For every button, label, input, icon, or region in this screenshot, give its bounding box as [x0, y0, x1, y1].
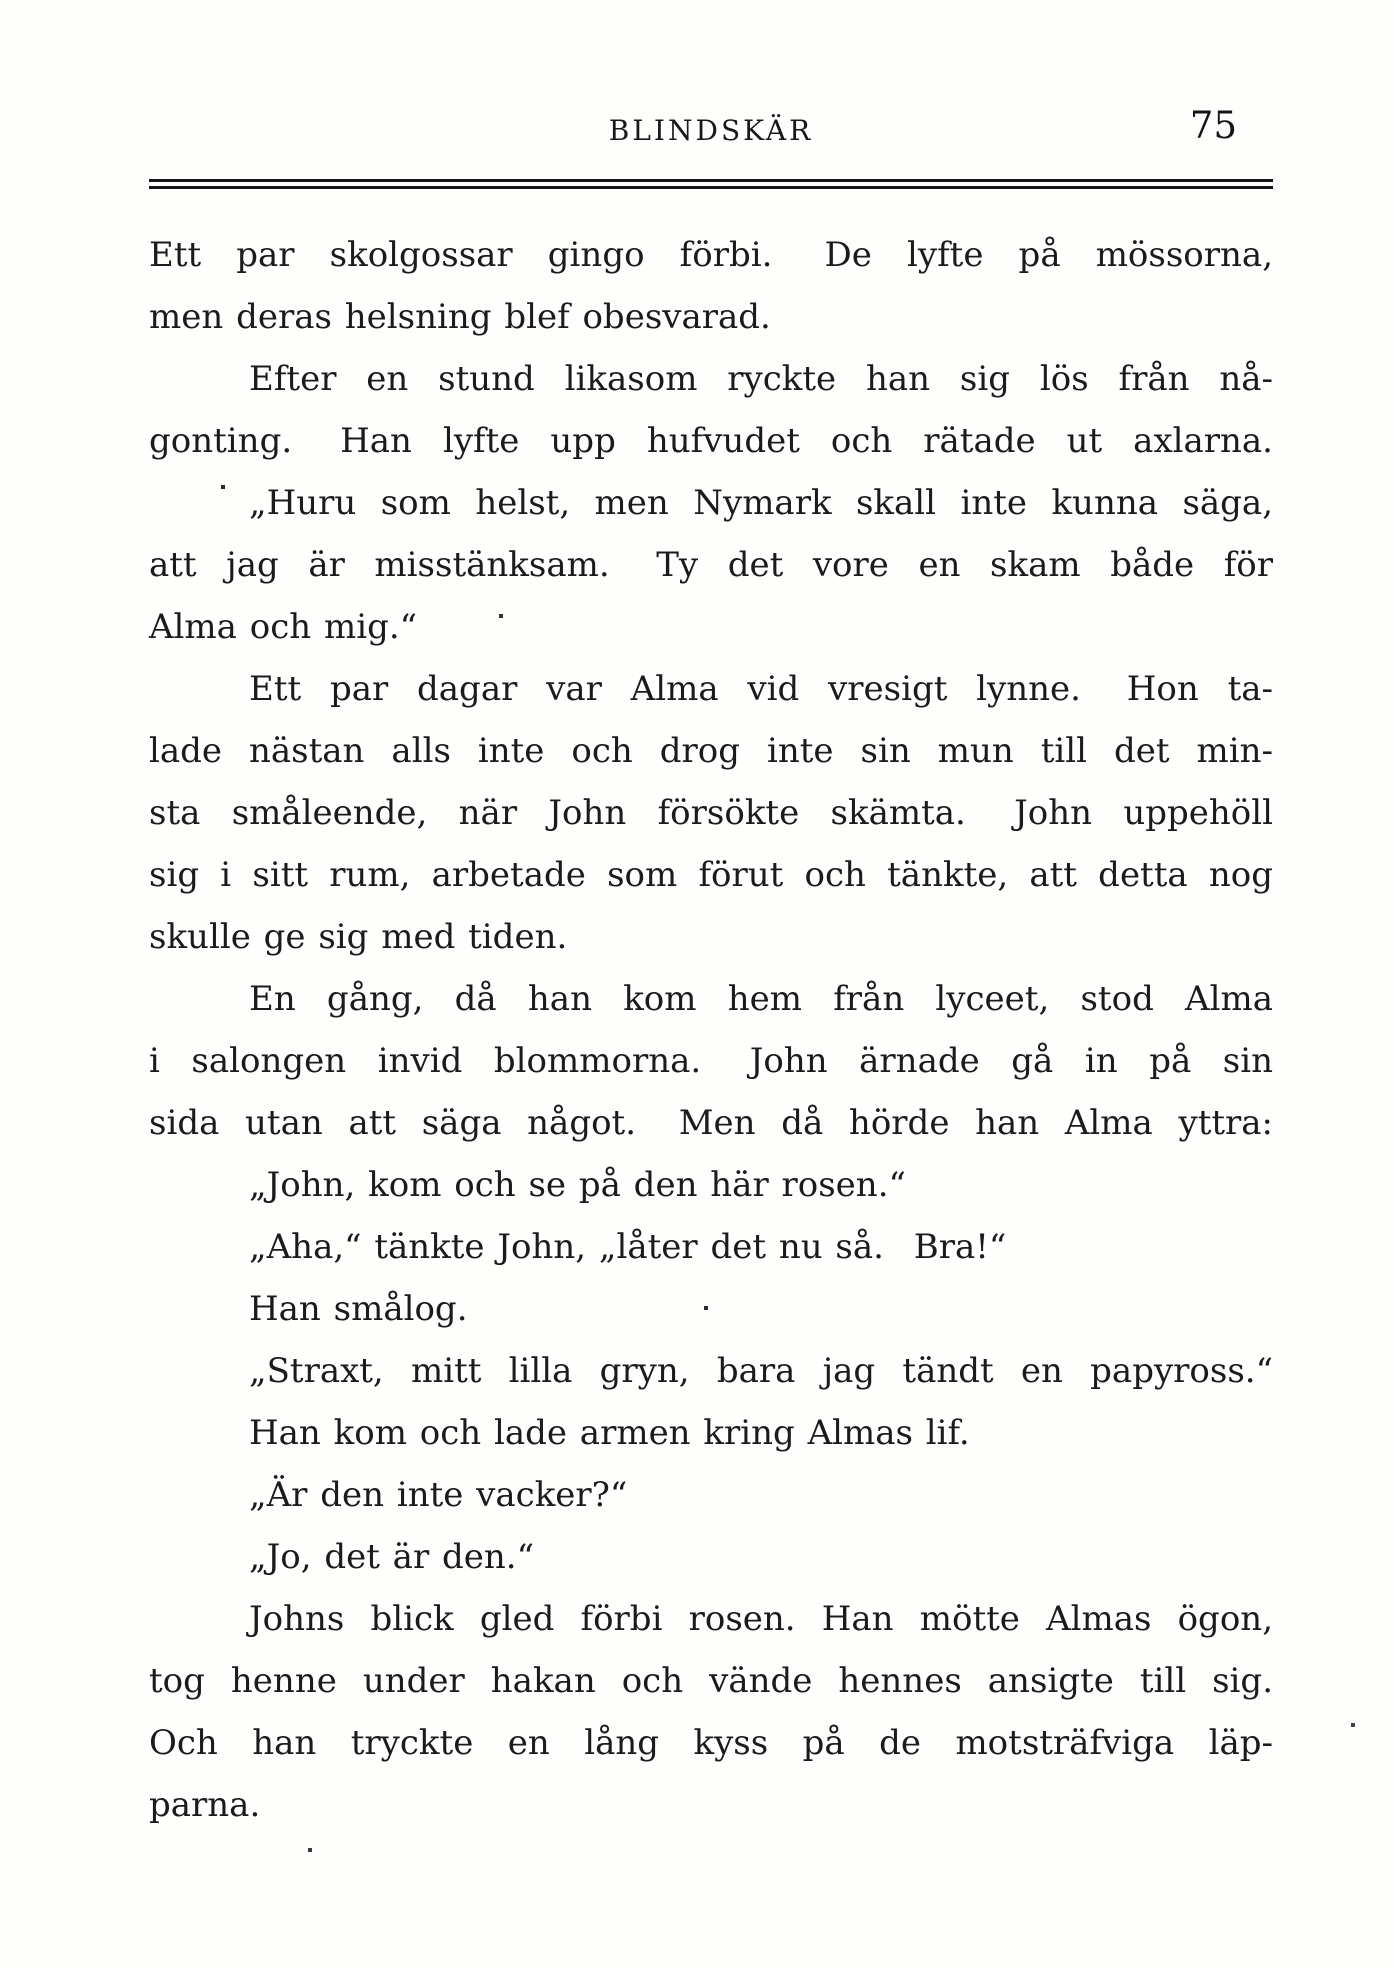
text-line: skulle ge sig med tiden. — [149, 917, 568, 957]
text-line: parna. — [149, 1785, 261, 1825]
text-line: att jag är misstänksam. Ty det vore en skam både för — [149, 545, 1273, 585]
running-title: BLINDSKÄR — [608, 114, 814, 147]
text-line: sida utan att säga något. Men då hörde han Alma yttra: — [149, 1103, 1273, 1143]
text-line: sta småleende, när John försökte skämta. John uppehöll — [149, 793, 1273, 833]
text-line: „Huru som helst, men Nymark skall inte kunna säga, — [249, 483, 1273, 523]
text-line: Han kom och lade armen kring Almas lif. — [249, 1413, 970, 1453]
text-line: Johns blick gled förbi rosen. Han mötte Almas ögon, — [249, 1599, 1273, 1639]
text-line: lade nästan alls inte och drog inte sin mun till det min- — [149, 731, 1273, 771]
text-line: Ett par dagar var Alma vid vresigt lynne. Hon ta- — [249, 669, 1273, 709]
text-line: Ett par skolgossar gingo förbi. De lyfte på mössorna, — [149, 235, 1273, 275]
text-line: tog henne under hakan och vände hennes ansigte till sig. — [149, 1661, 1273, 1701]
text-line: Alma och mig.“ — [149, 607, 418, 647]
text-line: men deras helsning blef obesvarad. — [149, 297, 771, 337]
text-line: Efter en stund likasom ryckte han sig lös från nå- — [249, 359, 1273, 399]
text-line: Han smålog. — [249, 1289, 468, 1329]
header-rule — [149, 179, 1273, 189]
text-line: i salongen invid blommorna. John ärnade gå in på sin — [149, 1041, 1273, 1081]
page-header — [149, 102, 1273, 152]
body-text — [149, 224, 1273, 1836]
text-line: Och han tryckte en lång kyss på de motsträfviga läp- — [149, 1723, 1273, 1763]
text-line: „John, kom och se på den här rosen.“ — [249, 1165, 906, 1205]
text-line: „Aha,“ tänkte John, „låter det nu så. Bra!“ — [249, 1227, 1007, 1267]
text-line: sig i sitt rum, arbetade som förut och tänkte, att detta nog — [149, 855, 1273, 895]
text-line: gonting. Han lyfte upp hufvudet och rätade ut axlarna. — [149, 421, 1273, 461]
text-line: „Jo, det är den.“ — [249, 1537, 534, 1577]
page-number: 75 — [1189, 104, 1237, 147]
text-line: „Är den inte vacker?“ — [249, 1475, 628, 1515]
text-line: „Straxt, mitt lilla gryn, bara jag tändt en papyross.“ — [249, 1351, 1273, 1391]
text-line: En gång, då han kom hem från lyceet, stod Alma — [249, 979, 1273, 1019]
scan-speckles — [0, 0, 2, 2]
